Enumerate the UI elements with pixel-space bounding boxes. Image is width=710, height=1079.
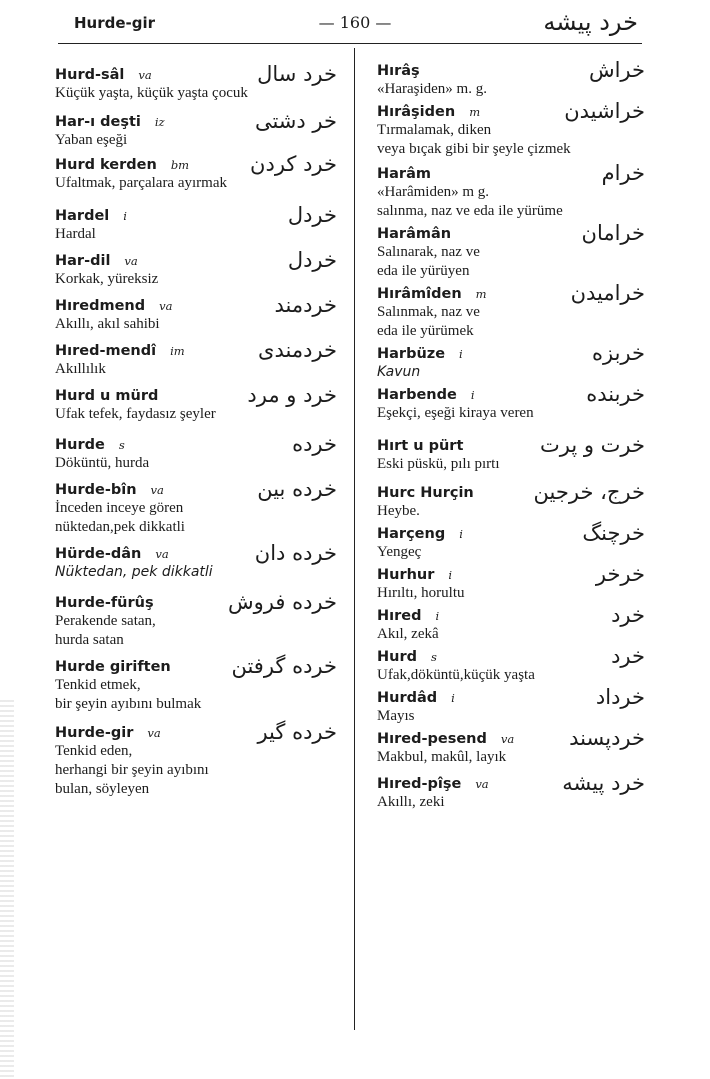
entry-arabic: خرد و مرد — [247, 383, 337, 407]
entry-arabic: خردمندی — [258, 338, 337, 362]
dictionary-entry — [377, 562, 645, 603]
entry-headword: Hurd kerden bm — [55, 157, 190, 173]
entry-headword: Hıred-pîşe va — [377, 776, 489, 792]
entry-arabic: خرت و پرت — [539, 433, 645, 457]
entry-headword: Harbende i — [377, 387, 475, 403]
entry-headword: Hıred-mendî im — [55, 343, 185, 359]
entry-definition: Kavun — [377, 364, 421, 380]
entry-definition: Korkak, yüreksiz — [55, 271, 159, 287]
entry-definition: Makbul, makûl, layık — [377, 749, 507, 765]
entry-headword: Hurd-sâl va — [55, 67, 152, 83]
entry-headword: Hıred i — [377, 608, 440, 624]
entry-definition: «Haraşiden» m. g. — [377, 81, 487, 97]
entry-definition: Akıllı, akıl sahibi — [55, 316, 160, 332]
entry-arabic: خردمند — [274, 293, 337, 317]
entry-arabic: خرده فروش — [228, 590, 337, 614]
entry-arabic: خراش — [588, 58, 645, 82]
dictionary-entry — [377, 644, 645, 685]
entry-arabic: خرچنگ — [582, 521, 645, 545]
entry-pos: va — [159, 299, 173, 313]
entry-headword: Hurde s — [55, 437, 125, 453]
dictionary-entry — [377, 161, 645, 221]
entry-arabic: خربزه — [591, 341, 645, 365]
dictionary-entry — [55, 109, 337, 150]
entry-pos: va — [150, 483, 164, 497]
left-column — [55, 62, 337, 809]
column-divider — [354, 48, 355, 1030]
entry-headword: Har-dil va — [55, 253, 138, 269]
dictionary-entry — [55, 293, 337, 334]
entry-arabic: خرامیدن — [570, 281, 645, 305]
dictionary-entry — [377, 726, 645, 767]
entry-pos: va — [155, 547, 169, 561]
dictionary-entry — [377, 771, 645, 812]
dictionary-entry — [55, 338, 337, 379]
dictionary-entry — [55, 590, 337, 650]
entry-headword: Hurhur i — [377, 567, 453, 583]
entry-arabic: خرده دان — [254, 541, 337, 565]
entry-headword: Hurde giriften — [55, 659, 171, 675]
entry-definition: Ufak tefek, faydasız şeyler — [55, 406, 216, 422]
entry-definition: Perakende satan, hurda satan — [55, 613, 156, 648]
dictionary-entry — [55, 152, 337, 193]
entry-definition: Mayıs — [377, 708, 415, 724]
entry-arabic: خردپسند — [569, 726, 645, 750]
entry-headword: Hurde-bîn va — [55, 482, 164, 498]
entry-pos: iz — [154, 115, 165, 129]
entry-arabic: خرد کردن — [250, 152, 337, 176]
entry-definition: Tenkid eden, herhangi bir şeyin ayıbını bulan, söyleyen — [55, 743, 209, 797]
dictionary-entry — [55, 654, 337, 714]
scan-edge — [0, 700, 14, 1079]
entry-arabic: خردل — [287, 203, 337, 227]
dictionary-entry — [55, 383, 337, 424]
entry-definition: Akıllı, zeki — [377, 794, 445, 810]
entry-headword: Hurdâd i — [377, 690, 455, 706]
entry-definition: Akıl, zekâ — [377, 626, 439, 642]
entry-arabic: خرد سال — [257, 62, 337, 86]
entry-headword: Hurde-fürûş — [55, 595, 154, 611]
entry-pos: s — [431, 650, 437, 664]
running-headword: Hurde-gir — [74, 14, 156, 32]
entry-definition: Tırmalamak, diken veya bıçak gibi bir şeyle çizmek — [377, 122, 571, 157]
entry-headword: Hırt u pürt — [377, 438, 464, 454]
entry-pos: i — [448, 568, 453, 582]
entry-headword: Hırâşiden m — [377, 104, 481, 120]
entry-pos: bm — [170, 158, 190, 172]
entry-pos: i — [470, 388, 475, 402]
entry-definition: Hırıltı, horultu — [377, 585, 465, 601]
entry-pos: va — [124, 254, 138, 268]
entry-headword: Hardel i — [55, 208, 127, 224]
dictionary-entry — [377, 382, 645, 423]
running-headword-arabic: خرد پیشه — [543, 8, 638, 36]
dictionary-entry — [377, 341, 645, 382]
entry-pos: s — [118, 438, 125, 452]
entry-headword: Hurde-gir va — [55, 725, 161, 741]
dictionary-entry — [377, 480, 645, 521]
entry-arabic: خرام — [601, 161, 645, 185]
entry-definition: Yaban eşeği — [55, 132, 128, 148]
dictionary-entry — [55, 62, 337, 103]
entry-pos: i — [459, 527, 463, 541]
dictionary-entry — [55, 720, 337, 799]
entry-arabic: خرد پیشه — [562, 771, 645, 795]
entry-headword: Hurd s — [377, 649, 437, 665]
entry-arabic: خرده گیر — [257, 720, 337, 744]
entry-headword: Hurc Hurçin — [377, 485, 474, 501]
entry-arabic: خر دشتی — [254, 109, 337, 133]
entry-headword: Harâm — [377, 166, 431, 182]
entry-pos: m — [475, 287, 487, 301]
entry-headword: Harçeng i — [377, 526, 463, 542]
entry-headword: Har-ı deşti iz — [55, 114, 165, 130]
entry-headword: Harbüze i — [377, 346, 463, 362]
entry-definition: Yengeç — [377, 544, 422, 560]
entry-headword: Hurd u mürd — [55, 388, 159, 404]
entry-definition: Döküntü, hurda — [55, 455, 150, 471]
entry-headword: Hürde-dân va — [55, 546, 169, 562]
dictionary-entry — [377, 58, 645, 99]
entry-headword: Hıredmend va — [55, 298, 173, 314]
dictionary-entry — [55, 203, 337, 244]
entry-definition: Eşekçi, eşeği kiraya veren — [377, 405, 534, 421]
entry-pos: i — [435, 609, 440, 623]
entry-definition: Küçük yaşta, küçük yaşta çocuk — [55, 85, 248, 101]
dictionary-entry — [377, 221, 645, 281]
entry-definition: «Harâmiden» m g. salınma, naz ve eda ile yürüme — [377, 184, 563, 219]
entry-arabic: خراشیدن — [564, 99, 645, 123]
dictionary-entry — [55, 432, 337, 473]
entry-arabic: خرده — [292, 432, 337, 456]
dictionary-entry — [55, 541, 337, 582]
entry-headword: Hıred-pesend va — [377, 731, 515, 747]
entry-arabic: خردل — [287, 248, 337, 272]
entry-definition: Heybe. — [377, 503, 420, 519]
dictionary-entry — [377, 685, 645, 726]
entry-pos: i — [459, 347, 463, 361]
dictionary-entry — [55, 477, 337, 537]
page-number: — 160 — — [318, 13, 392, 32]
entry-definition: Salınmak, naz ve eda ile yürümek — [377, 304, 480, 339]
entry-definition: Ufaltmak, parçalara ayırmak — [55, 175, 227, 191]
entry-arabic: خرخر — [595, 562, 645, 586]
entry-pos: va — [147, 726, 161, 740]
entry-pos: va — [500, 732, 515, 746]
entry-definition: Hardal — [55, 226, 96, 242]
entry-arabic: خربنده — [586, 382, 645, 406]
entry-pos: va — [475, 777, 489, 791]
entry-arabic: خرد — [611, 644, 645, 668]
entry-pos: va — [138, 68, 152, 82]
entry-arabic: خرج، خرجین — [533, 480, 645, 504]
page-header — [0, 0, 710, 50]
entry-headword: Hırâş — [377, 63, 420, 79]
entry-arabic: خرداد — [595, 685, 645, 709]
dictionary-entry — [55, 248, 337, 289]
dictionary-entry — [377, 99, 645, 159]
entry-arabic: خرده بین — [257, 477, 337, 501]
entry-definition: Nüktedan, pek dikkatli — [55, 564, 213, 580]
entry-headword: Harâmân — [377, 226, 452, 242]
entry-pos: im — [170, 344, 185, 358]
entry-arabic: خرد — [611, 603, 645, 627]
entry-definition: Akıllılık — [55, 361, 106, 377]
entry-definition: Ufak,döküntü,küçük yaşta — [377, 667, 535, 683]
entry-arabic: خرامان — [581, 221, 645, 245]
entry-pos: m — [469, 105, 481, 119]
entry-headword: Hırâmîden m — [377, 286, 487, 302]
entry-definition: Salınarak, naz ve eda ile yürüyen — [377, 244, 480, 279]
entry-definition: Tenkid etmek, bir şeyin ayıbını bulmak — [55, 677, 202, 712]
right-column — [377, 58, 645, 820]
entry-definition: İnceden inceye gören nüktedan,pek dikkatli — [55, 500, 185, 535]
entry-arabic: خرده گرفتن — [231, 654, 337, 678]
entry-definition: Eski püskü, pılı pırtı — [377, 456, 500, 472]
dictionary-entry — [377, 433, 645, 474]
header-rule — [58, 43, 642, 44]
dictionary-entry — [377, 603, 645, 644]
entry-pos: i — [451, 691, 455, 705]
dictionary-entry — [377, 521, 645, 562]
dictionary-entry — [377, 281, 645, 341]
entry-pos: i — [123, 209, 127, 223]
